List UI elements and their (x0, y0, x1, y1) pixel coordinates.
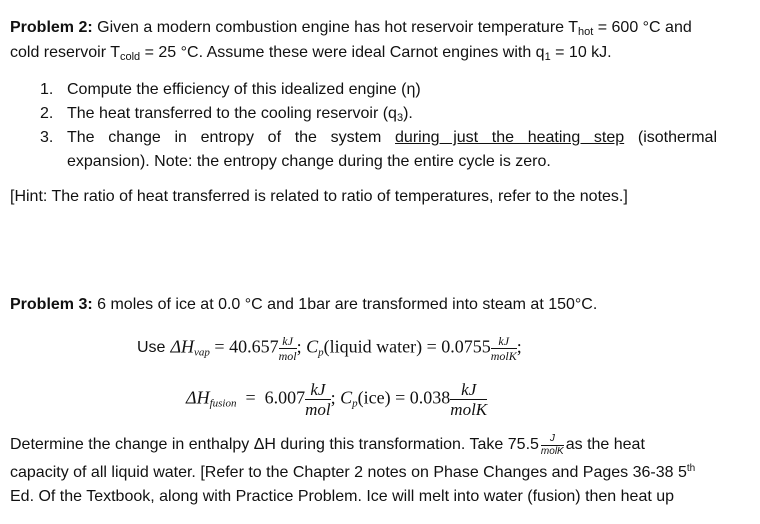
item-number-3: 3. (40, 129, 54, 146)
problem-2-line-1 (10, 19, 692, 37)
problem-2-text-b: = 600 °C and (593, 19, 692, 36)
problem-2-label: Problem 2: (10, 19, 93, 36)
item-3-underlined: during just the heating step (395, 129, 625, 146)
eq2-sep: ; (330, 387, 341, 408)
problem-3-label: Problem 3: (10, 296, 93, 313)
eq2-cp: C (340, 387, 353, 408)
para-l2-sup: th (686, 463, 696, 474)
eq1-math (170, 335, 521, 362)
equation-2 (186, 376, 487, 422)
eq2-cp-subscript: p (352, 397, 358, 410)
hint-text: [Hint: The ratio of heat transferred is related to ratio of temperatures, refer to the notes.] (10, 188, 628, 205)
eq2-unit-1 (305, 381, 331, 418)
paragraph-line-2 (10, 464, 695, 482)
eq1-unit-1 (279, 335, 297, 362)
eq1-value: = 40.657 (209, 336, 279, 357)
problem-2-line-2 (10, 44, 612, 62)
item-text-3 (67, 129, 717, 147)
eq1-unit-2-den: molK (490, 348, 517, 363)
line-2-c: = 10 kJ. (550, 44, 612, 61)
item-2-end: ). (403, 105, 413, 122)
item-3-a: The change in entropy of the system (67, 129, 396, 146)
para-l1-a: Determine the change in enthalpy ΔH during this transformation. Take 75.5 (10, 436, 539, 453)
t-hot-subscript: hot (577, 26, 594, 38)
problem-2-text-a: Given a modern combustion engine has hot reservoir temperature T (92, 19, 578, 36)
item-number-2: 2. (40, 105, 54, 122)
eq2-cp-arg: (ice) = 0.038 (357, 387, 451, 408)
t-cold-subscript: cold (119, 51, 141, 63)
para-unit-den: molK (540, 445, 564, 457)
para-l1-b: as the heat (565, 436, 645, 453)
eq1-delta-h: ΔH (170, 336, 195, 357)
equation-1 (137, 330, 522, 366)
line-2-a: cold reservoir T (10, 44, 120, 61)
problem-3-intro (10, 296, 597, 314)
eq1-unit-2-num: kJ (491, 335, 517, 349)
eq2-math (186, 381, 487, 418)
eq2-unit-1-den: mol (305, 399, 331, 419)
q3-subscript: 3 (396, 112, 404, 124)
line-2-b: = 25 °C. Assume these were ideal Carnot engines with q (140, 44, 545, 61)
eq2-unit-2 (450, 381, 487, 418)
eq2-unit-1-num: kJ (305, 381, 331, 400)
eq1-end: ; (516, 336, 522, 357)
eq1-cp: C (306, 336, 319, 357)
eq2-fusion-subscript: fusion (209, 397, 237, 410)
para-unit (541, 434, 564, 457)
item-3-b: (isothermal (624, 129, 718, 146)
para-l2-a: capacity of all liquid water. [Refer to the Chapter 2 notes on Phase Changes and Pages 36-38 5 (10, 464, 687, 481)
eq2-unit-2-num: kJ (450, 381, 487, 400)
eq1-unit-2 (491, 335, 517, 362)
eq1-vap-subscript: vap (194, 346, 210, 359)
eq1-cp-subscript: p (318, 346, 324, 359)
eq2-unit-2-den: molK (450, 399, 488, 419)
paragraph-line-3: Ed. Of the Textbook, along with Practice Problem. Ice will melt into water (fusion) then heat up (10, 488, 675, 505)
item-number-1: 1. (40, 81, 54, 98)
item-text-2 (67, 105, 413, 123)
eq2-value: = 6.007 (236, 387, 306, 408)
eq1-cp-arg: (liquid water) = 0.0755 (323, 336, 491, 357)
eq1-use: Use (137, 339, 166, 356)
item-2-text: The heat transferred to the cooling reservoir (q (67, 105, 397, 122)
item-text-1: Compute the efficiency of this idealized engine (η) (67, 81, 421, 98)
item-3-line-1 (67, 129, 717, 147)
eq1-unit-1-num: kJ (279, 335, 297, 349)
paragraph-line-1 (10, 432, 645, 458)
eq2-delta-h: ΔH (186, 387, 210, 408)
eq1-sep: ; (296, 336, 307, 357)
item-3-line-2: expansion). Note: the entropy change during the entire cycle is zero. (67, 153, 551, 170)
problem-3-intro-text: 6 moles of ice at 0.0 °C and 1bar are transformed into steam at 150°C. (92, 296, 598, 313)
para-unit-num: J (541, 434, 564, 446)
q1-subscript: 1 (544, 51, 551, 63)
eq1-unit-1-den: mol (278, 348, 297, 363)
